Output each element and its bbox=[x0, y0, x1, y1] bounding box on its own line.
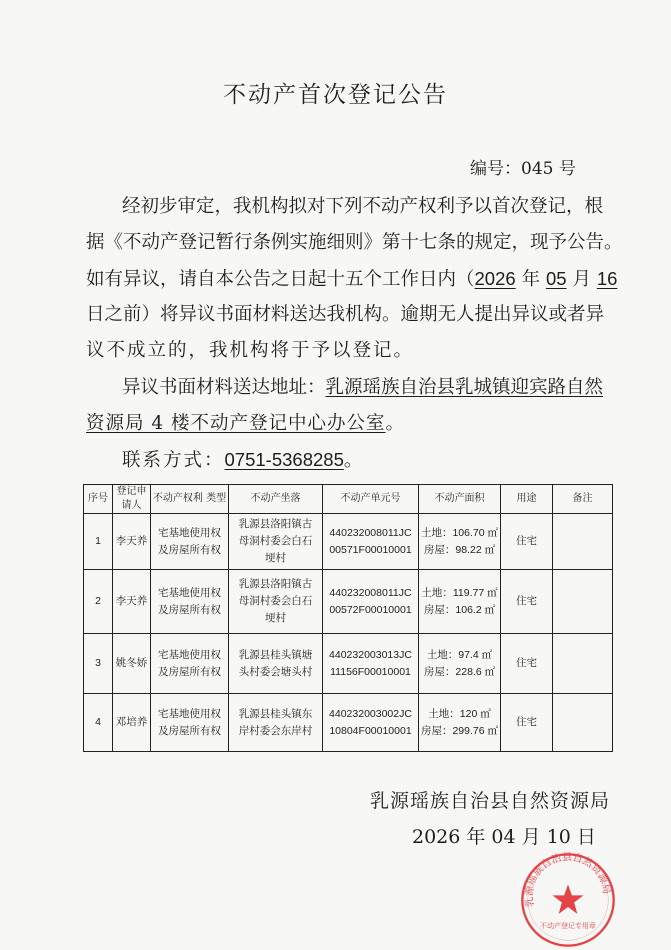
header-applicant: 登记申请人 bbox=[113, 485, 151, 514]
cell-unit bbox=[323, 634, 419, 694]
cell-type-text: 宅基地使用权及房屋所有权 bbox=[158, 586, 221, 616]
address-part-1: 乳源瑶族自治县乳城镇迎宾路自然 bbox=[325, 377, 604, 398]
header-area: 不动产面积 bbox=[419, 485, 501, 514]
area-land: 土地：97.4 ㎡ bbox=[426, 648, 493, 661]
cell-area bbox=[419, 694, 501, 752]
cell-location bbox=[229, 634, 323, 694]
header-no: 序号 bbox=[84, 485, 113, 514]
cell-unit bbox=[323, 694, 419, 752]
body-line-3 bbox=[86, 267, 618, 291]
area-house: 房屋：228.6 ㎡ bbox=[423, 665, 496, 678]
cell-unit-text: 440232003002JC10804F00010001 bbox=[329, 707, 412, 737]
header-location: 不动产坐落 bbox=[229, 485, 323, 514]
cell-use bbox=[501, 694, 553, 752]
table-row bbox=[84, 694, 613, 752]
cell-location bbox=[229, 514, 323, 570]
table-row bbox=[84, 570, 613, 634]
body-line-1: 经初步审定，我机构拟对下列不动产权利予以首次登记，根 bbox=[122, 196, 604, 217]
cell-use bbox=[501, 570, 553, 634]
cell-unit-text: 440232003013JC11156F00010001 bbox=[329, 648, 412, 678]
contact-phone: 0751-5368285 bbox=[224, 449, 344, 470]
contact-line bbox=[122, 448, 580, 472]
address-line-1 bbox=[122, 376, 604, 400]
issuer-name: 乳源瑶族自治县自然资源局 bbox=[370, 790, 611, 812]
cell-use bbox=[501, 634, 553, 694]
cell-area bbox=[419, 514, 501, 570]
cell-note bbox=[553, 694, 613, 752]
address-part-2: 资源局 4 楼不动产登记中心办公室 bbox=[86, 413, 386, 434]
cell-type bbox=[151, 514, 229, 570]
cell-note bbox=[553, 570, 613, 634]
cell-area bbox=[419, 570, 501, 634]
table-row bbox=[84, 514, 613, 570]
area-house: 房屋：299.76 ㎡ bbox=[420, 724, 499, 737]
cell-note bbox=[553, 634, 613, 694]
cell-unit-text: 440232008011JC00571F00010001 bbox=[329, 526, 412, 556]
area-land: 土地：120 ㎡ bbox=[428, 707, 491, 720]
header-unit: 不动产单元号 bbox=[323, 485, 419, 514]
header-type: 不动产权利 类型 bbox=[151, 485, 229, 514]
cell-no bbox=[84, 514, 113, 570]
cell-area bbox=[419, 634, 501, 694]
area-house: 房屋：98.22 ㎡ bbox=[423, 543, 496, 556]
cell-type bbox=[151, 694, 229, 752]
body-line-4: 日之前）将异议书面材料送达我机构。逾期无人提出异议或者异 bbox=[86, 304, 605, 325]
registration-table bbox=[83, 484, 613, 752]
address-line-2 bbox=[86, 412, 580, 436]
cell-type-text: 宅基地使用权及房屋所有权 bbox=[158, 707, 221, 737]
cell-unit bbox=[323, 570, 419, 634]
header-use: 用途 bbox=[501, 485, 553, 514]
cell-type-text: 宅基地使用权及房屋所有权 bbox=[158, 648, 221, 678]
stamp-subtext: 不动产登记专用章 bbox=[540, 921, 596, 930]
cell-use-text: 住宅 bbox=[516, 535, 537, 547]
cell-no-text: 4 bbox=[95, 716, 101, 728]
cell-location-text: 乳源县洛阳镇古母洞村委会白石埂村 bbox=[238, 578, 313, 624]
deadline-month: 05 bbox=[545, 268, 567, 289]
deadline-day: 16 bbox=[596, 268, 618, 289]
cell-note bbox=[553, 514, 613, 570]
body-line-2: 据《不动产登记暂行条例实施细则》第十七条的规定，现予公告。 bbox=[86, 232, 623, 253]
cell-no-text: 1 bbox=[95, 535, 101, 547]
area-land: 土地：119.77 ㎡ bbox=[421, 586, 498, 599]
table-row bbox=[84, 634, 613, 694]
contact-end: 。 bbox=[343, 450, 365, 471]
cell-use bbox=[501, 514, 553, 570]
cell-applicant bbox=[113, 570, 151, 634]
cell-type-text: 宅基地使用权及房屋所有权 bbox=[158, 526, 221, 556]
cell-use-text: 住宅 bbox=[516, 657, 537, 669]
month-char: 月 bbox=[572, 269, 591, 290]
address-label: 异议书面材料送达地址： bbox=[122, 377, 326, 398]
cell-applicant-text: 李天养 bbox=[115, 535, 148, 547]
cell-location bbox=[229, 570, 323, 634]
cell-no-text: 3 bbox=[95, 657, 101, 669]
cell-unit bbox=[323, 514, 419, 570]
cell-location-text: 乳源县桂头镇东岸村委会东岸村 bbox=[238, 707, 313, 737]
cell-location-text: 乳源县洛阳镇古母洞村委会白石埂村 bbox=[238, 518, 313, 564]
cell-no bbox=[84, 634, 113, 694]
cell-location bbox=[229, 694, 323, 752]
cell-use-text: 住宅 bbox=[516, 595, 537, 607]
cell-applicant-text: 姚冬娇 bbox=[115, 657, 148, 669]
cell-applicant bbox=[113, 514, 151, 570]
cell-no bbox=[84, 694, 113, 752]
area-land: 土地：106.70 ㎡ bbox=[420, 526, 499, 539]
page-title: 不动产首次登记公告 bbox=[223, 82, 448, 108]
area-house: 房屋：106.2 ㎡ bbox=[423, 603, 496, 616]
stamp-text: 乳源瑶族自治县自然资源局 bbox=[524, 852, 612, 908]
cell-type bbox=[151, 570, 229, 634]
header-note: 备注 bbox=[553, 485, 613, 514]
table-header-row bbox=[84, 485, 613, 514]
year-char: 年 bbox=[521, 269, 541, 290]
cell-location-text: 乳源县桂头镇塘头村委会塘头村 bbox=[238, 648, 313, 678]
address-end: 。 bbox=[385, 413, 406, 434]
cell-unit-text: 440232008011JC00572F00010001 bbox=[329, 586, 412, 616]
contact-label: 联系方式： bbox=[122, 450, 225, 471]
issue-date: 2026 年 04 月 10 日 bbox=[412, 826, 596, 848]
cell-applicant-text: 李天养 bbox=[115, 595, 148, 607]
cell-no bbox=[84, 570, 113, 634]
cell-applicant bbox=[113, 694, 151, 752]
cell-applicant bbox=[113, 634, 151, 694]
cell-no-text: 2 bbox=[95, 595, 101, 607]
cell-type bbox=[151, 634, 229, 694]
deadline-year: 2026 bbox=[474, 268, 516, 289]
official-seal-icon bbox=[520, 852, 616, 948]
document-number: 编号：045 号 bbox=[470, 159, 576, 179]
cell-applicant-text: 邓培养 bbox=[115, 716, 148, 728]
cell-use-text: 住宅 bbox=[516, 716, 537, 728]
body-line-3a: 如有异议，请自本公告之日起十五个工作日内（ bbox=[86, 269, 475, 290]
body-line-5: 议不成立的，我机构将于予以登记。 bbox=[86, 340, 415, 361]
svg-text:乳源瑶族自治县自然资源局 bbox=[522, 852, 613, 908]
